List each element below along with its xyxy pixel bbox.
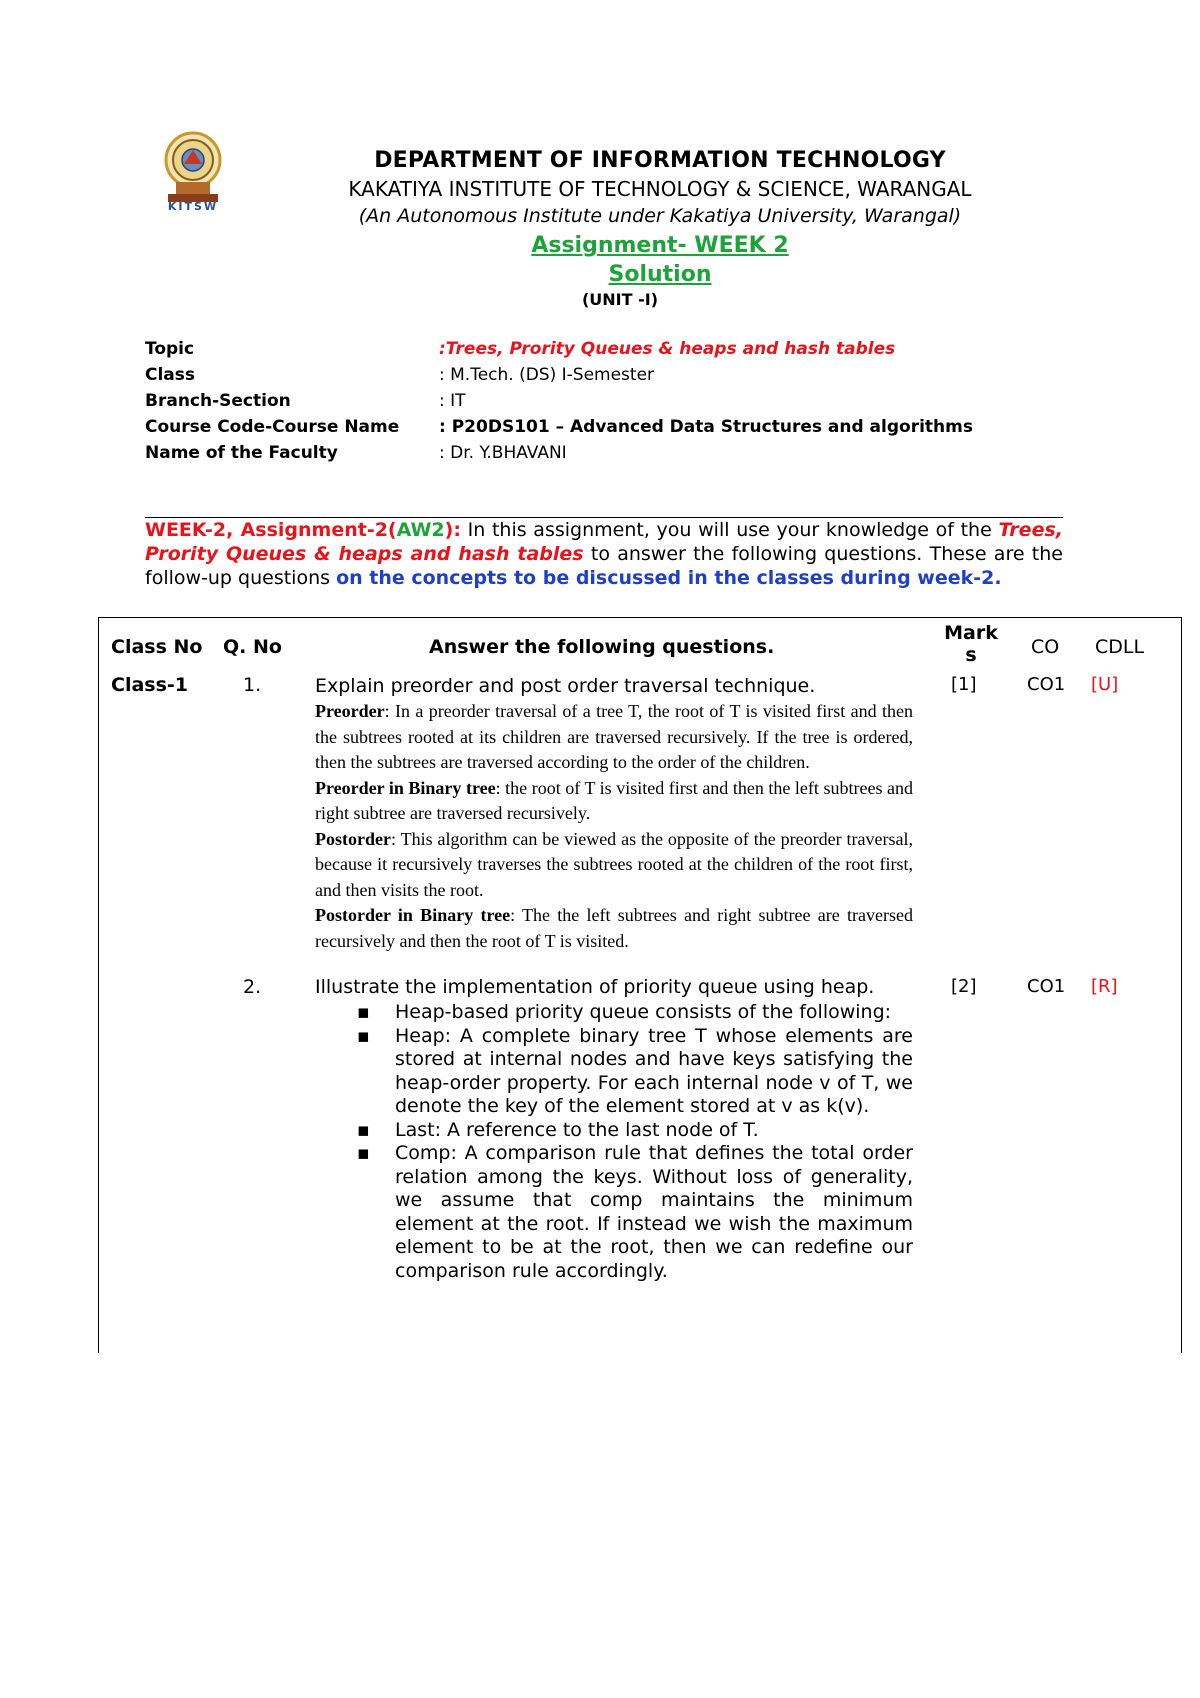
info-label: Name of the Faculty: [145, 443, 338, 463]
logo-text: KITSW: [167, 200, 219, 213]
q2-co: CO1: [1027, 976, 1066, 997]
intro-text-2: to answer the following questions. These are the follow-up questions: [145, 543, 1063, 589]
assignment-title: Assignment- WEEK 2: [531, 233, 789, 258]
q1-para-postorder: [315, 827, 913, 904]
info-row-topic: [145, 336, 973, 362]
list-item: [357, 1025, 913, 1119]
info-value: : Dr. Y.BHAVANI: [439, 443, 567, 463]
info-row-branch: [145, 388, 973, 414]
unit-label: (UNIT -I): [581, 290, 659, 309]
info-value: : IT: [439, 391, 466, 411]
class-label: Class-1: [111, 674, 189, 696]
q1-marks: [1]: [951, 674, 977, 695]
info-label: Branch-Section: [145, 391, 291, 411]
header-answer: Answer the following questions.: [429, 636, 775, 658]
assignment-intro: [145, 518, 1063, 590]
bullet-icon: ▪: [357, 1118, 370, 1141]
questions-table: [98, 617, 1182, 1353]
q2-marks: [2]: [951, 976, 977, 997]
institute-subtitle: (An Autonomous Institute under Kakatiya University, Warangal): [358, 205, 962, 227]
bullet-icon: ▪: [357, 1024, 370, 1047]
bullet-icon: ▪: [357, 1142, 370, 1164]
q2-number: 2.: [243, 976, 262, 998]
list-item-text: Heap: A complete binary tree T whose elements are stored at internal nodes and have keys satisfying the heap-order property. For each internal node v of T, we denote the key of the element stored at v as k(v).: [395, 1024, 913, 1117]
course-info: [145, 336, 973, 466]
list-item: [357, 1119, 913, 1143]
q2-bullet-list: [357, 1001, 913, 1283]
q2-cdll: [R]: [1091, 976, 1118, 997]
intro-topic: Trees, Prority Queues & heaps and hash tables: [145, 519, 1063, 565]
solution-title: Solution: [608, 262, 712, 287]
info-label: Topic: [145, 339, 195, 359]
header-marks: [935, 622, 1007, 666]
intro-week: WEEK-2, Assignment-2(: [145, 519, 397, 541]
department-title: DEPARTMENT OF INFORMATION TECHNOLOGY: [374, 148, 946, 173]
intro-text: In this assignment, you will use your knowledge of the: [460, 519, 999, 541]
term: Postorder in Binary tree: [315, 905, 511, 925]
institute-name: KAKATIYA INSTITUTE OF TECHNOLOGY & SCIENCE, WARANGAL: [348, 177, 972, 201]
header-cdll: CDLL: [1095, 636, 1145, 658]
info-value: : M.Tech. (DS) I-Semester: [439, 365, 655, 385]
info-value: : P20DS101 – Advanced Data Structures and algorithms: [439, 417, 973, 437]
info-value: :Trees, Prority Queues & heaps and hash tables: [439, 339, 896, 359]
q2-question: Illustrate the implementation of priority queue using heap.: [315, 976, 875, 998]
header-marks-line1: Mark: [944, 622, 998, 644]
q1-co: CO1: [1027, 674, 1066, 695]
definition: : the root of T is visited first and then the left subtrees and right subtree are traversed recursively.: [315, 777, 913, 823]
q1-cdll: [U]: [1091, 674, 1119, 695]
q1-para-preorder-binary: [315, 776, 913, 827]
intro-concepts: on the concepts to be discussed in the classes during week-2.: [336, 567, 1002, 589]
bullet-icon: ▪: [357, 1001, 370, 1023]
info-row-class: [145, 362, 973, 388]
definition: : The the left subtrees and right subtree are traversed recursively and then the root of T is visited.: [315, 905, 913, 951]
term: Preorder: [315, 701, 385, 721]
intro-close: ):: [444, 519, 461, 541]
info-row-faculty: [145, 440, 973, 466]
q1-question: Explain preorder and post order traversal technique.: [315, 675, 816, 697]
q1-para-preorder: [315, 699, 913, 776]
header-co: CO: [1031, 636, 1060, 658]
list-item-text: Comp: A comparison rule that defines the total order relation among the keys. Without loss of generality, we assume that comp maintains the minimum element at the root. If instead we wish the maximum element to be at the root, then we can redefine our comparison rule accordingly.: [395, 1142, 913, 1282]
header-marks-line2: s: [965, 644, 977, 666]
list-item: [357, 1142, 913, 1283]
q1-number: 1.: [243, 674, 262, 696]
header-class-no: Class No: [111, 636, 203, 658]
header-q-no: Q. No: [223, 636, 282, 658]
definition: : In a preorder traversal of a tree T, the root of T is visited first and then the subtrees rooted at its children are traversed recursively. If the tree is ordered, then the subtrees are traversed according to the order of the children.: [315, 701, 913, 772]
list-item-text: Last: A reference to the last node of T.: [395, 1118, 759, 1141]
intro-aw2: AW2: [396, 519, 445, 541]
info-label: Course Code-Course Name: [145, 417, 400, 437]
definition: : This algorithm can be viewed as the opposite of the preorder traversal, because it recursively traverses the subtrees rooted at the children of the root first, and then visits the root.: [315, 828, 913, 900]
term: Preorder in Binary tree: [315, 777, 496, 798]
q1-answer: [315, 674, 913, 954]
list-item-text: Heap-based priority queue consists of the following:: [395, 1001, 892, 1023]
info-label: Class: [145, 365, 196, 385]
list-item: [357, 1001, 913, 1025]
term: Postorder: [315, 828, 391, 849]
q1-para-postorder-binary: [315, 903, 913, 954]
info-row-course: [145, 414, 973, 440]
